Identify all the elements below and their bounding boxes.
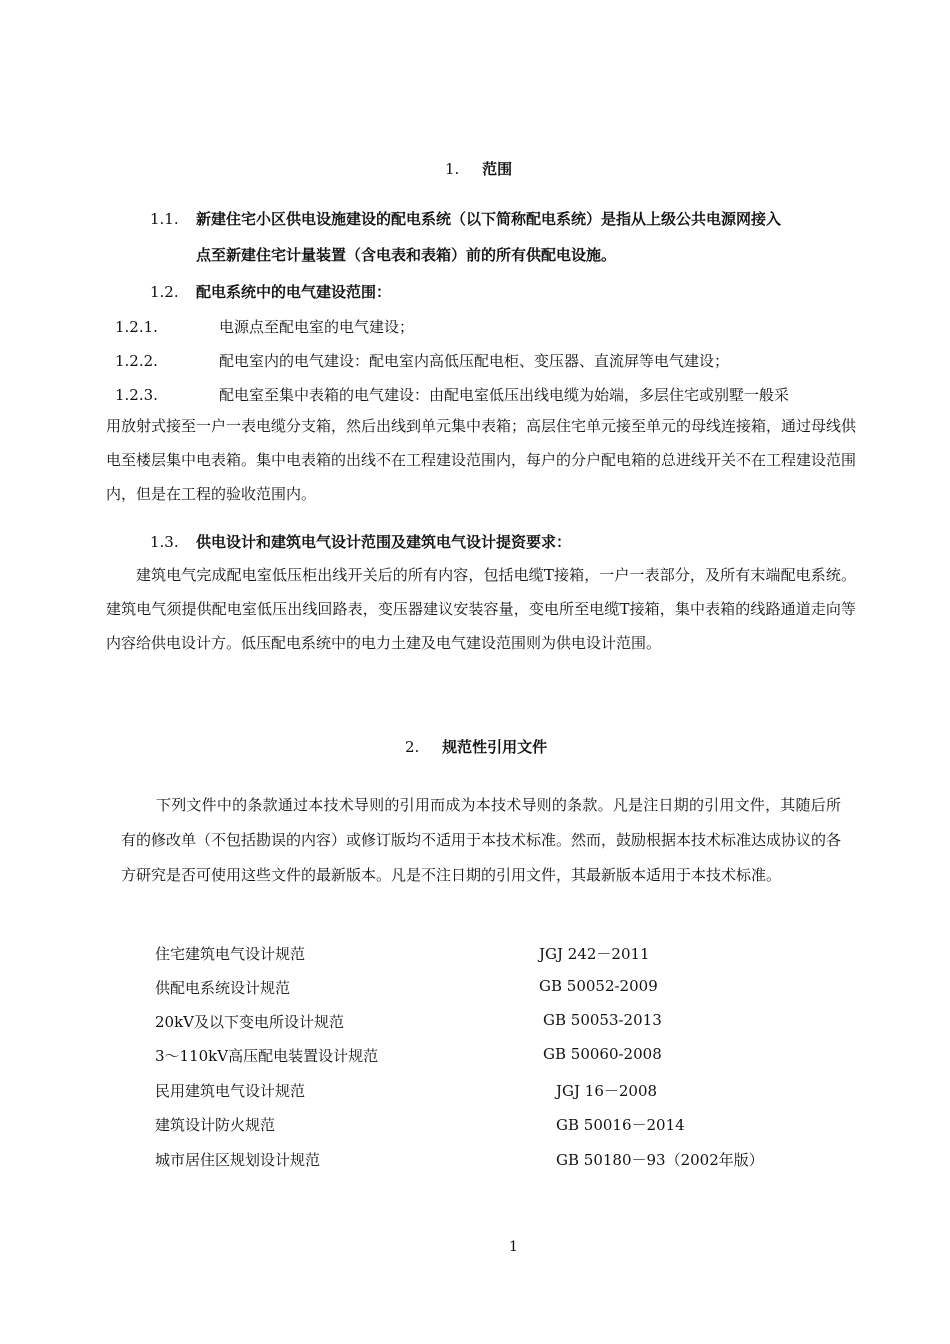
reference-name: 城市居住区规划设计规范: [155, 1151, 321, 1169]
item-1-2-2-number: 1.2.2.: [115, 352, 158, 370]
item-1-1-line1: 新建住宅小区供电设施建设的配电系统（以下简称配电系统）是指从上级公共电源网接入: [196, 210, 782, 228]
reference-code: GB 50060-2008: [543, 1045, 662, 1063]
item-1-1-number: 1.1.: [150, 210, 179, 228]
section-1-number: 1.: [445, 160, 460, 178]
reference-name: 3～110kV高压配电装置设计规范: [155, 1047, 379, 1065]
item-1-2-2-text: 配电室内的电气建设：配电室内高低压配电柜、变压器、直流屏等电气建设；: [219, 352, 730, 370]
section-2-paragraph: 下列文件中的条款通过本技术导则的引用而成为本技术导则的条款。凡是注日期的引用文件，其随后所有的修改单（不包括勘误的内容）或修订版均不适用于本技术标准。然而，鼓励根据本技术标准达成协议的各方研究是否可使用这些文件的最新版本。凡是不注日期的引用文件，其最新版本适用于本技术标准。: [121, 796, 842, 884]
item-1-2-text: 配电系统中的电气建设范围：: [196, 283, 392, 301]
item-1-2-3-paragraph: 用放射式接至一户一表电缆分支箱，然后出线到单元集中表箱；高层住宅单元接至单元的母线连接箱，通过母线供电至楼层集中电表箱。集中电表箱的出线不在工程建设范围内，每户的分户配电箱的总进线开关不在工程建设范围内，但是在工程的验收范围内。: [106, 417, 857, 503]
item-1-2-number: 1.2.: [150, 283, 179, 301]
reference-name: 供配电系统设计规范: [155, 979, 291, 997]
reference-code: GB 50180－93（2002年版）: [556, 1151, 764, 1169]
item-1-1-line2: 点至新建住宅计量装置（含电表和表箱）前的所有供配电设施。: [196, 246, 617, 264]
section-2-heading: [405, 737, 547, 757]
section-2-title: 规范性引用文件: [442, 738, 548, 756]
section-2-number: 2.: [405, 738, 420, 756]
item-1-2-1-number: 1.2.1.: [115, 318, 158, 336]
section-1-heading: [445, 159, 512, 179]
item-1-2-3-number: 1.2.3.: [115, 386, 158, 404]
item-1-3-paragraph: 建筑电气完成配电室低压柜出线开关后的所有内容，包括电缆T接箱，一户一表部分，及所有末端配电系统。建筑电气须提供配电室低压出线回路表，变压器建议安装容量，变电所至电缆T接箱，集中表箱的线路通道走向等内容给供电设计方。低压配电系统中的电力土建及电气建设范围则为供电设计范围。: [106, 566, 856, 652]
reference-name: 建筑设计防火规范: [155, 1116, 276, 1134]
reference-code: GB 50052-2009: [539, 977, 658, 995]
reference-code: GB 50016－2014: [556, 1116, 685, 1134]
reference-name: 20kV及以下变电所设计规范: [155, 1013, 345, 1031]
item-1-2-3-text: 配电室至集中表箱的电气建设：由配电室低压出线电缆为始端，多层住宅或别墅一般采: [219, 386, 790, 404]
reference-name: 民用建筑电气设计规范: [155, 1082, 306, 1100]
reference-code: JGJ 242－2011: [539, 945, 650, 963]
section-1-title: 范围: [482, 160, 513, 178]
item-1-3-number: 1.3.: [150, 533, 179, 551]
page-number: 1: [509, 1239, 518, 1255]
reference-code: JGJ 16－2008: [556, 1082, 658, 1100]
item-1-3-text: 供电设计和建筑电气设计范围及建筑电气设计提资要求：: [196, 533, 572, 551]
reference-name: 住宅建筑电气设计规范: [155, 945, 306, 963]
item-1-2-1-text: 电源点至配电室的电气建设；: [219, 318, 415, 336]
reference-code: GB 50053-2013: [543, 1011, 662, 1029]
